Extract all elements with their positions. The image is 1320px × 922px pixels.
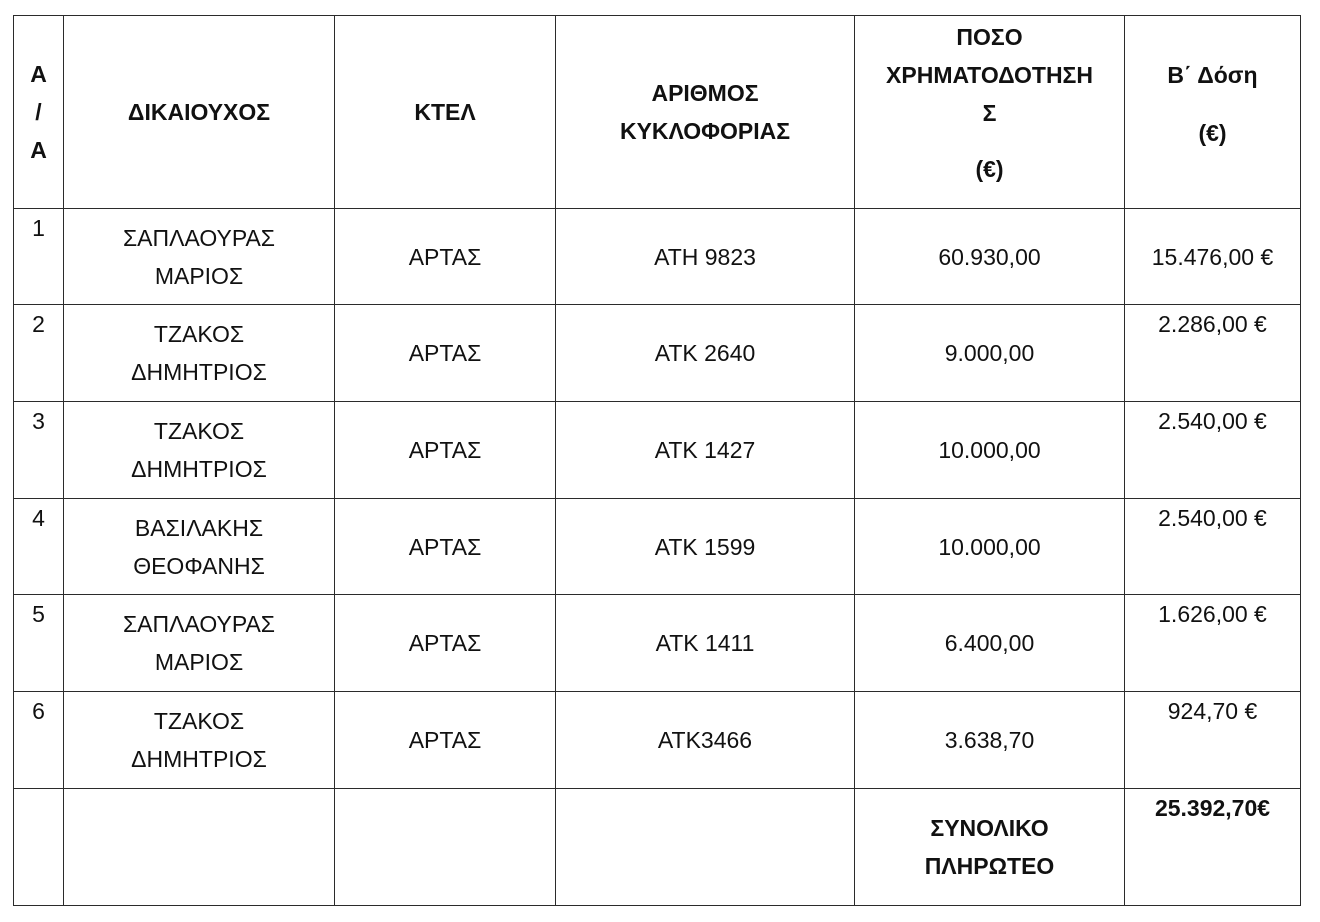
row-number: 5: [14, 595, 64, 692]
beneficiary-name: ΤΖΑΚΟΣ ΔΗΜΗΤΡΙΟΣ: [64, 305, 335, 402]
row-number: 2: [14, 305, 64, 402]
table-row: [14, 499, 1301, 595]
amount-cell: 10.000,00: [855, 402, 1125, 499]
row-number: 6: [14, 692, 64, 789]
table-row: [14, 595, 1301, 692]
ktel-cell: ΑΡΤΑΣ: [335, 402, 556, 499]
empty-cell: [14, 789, 64, 906]
ktel-cell: ΑΡΤΑΣ: [335, 209, 556, 305]
installment-cell: 2.286,00 €: [1125, 305, 1301, 402]
table-row: [14, 402, 1301, 499]
header-ktel: ΚΤΕΛ: [335, 16, 556, 209]
plate-cell: ΑΤΚ 1411: [556, 595, 855, 692]
row-number: 4: [14, 499, 64, 595]
beneficiary-name: ΤΖΑΚΟΣ ΔΗΜΗΤΡΙΟΣ: [64, 692, 335, 789]
amount-cell: 60.930,00: [855, 209, 1125, 305]
table-row: [14, 692, 1301, 789]
header-beneficiary: ΔΙΚΑΙΟΥΧΟΣ: [64, 16, 335, 209]
amount-cell: 10.000,00: [855, 499, 1125, 595]
header-installment: Β΄ Δόση (€): [1125, 16, 1301, 209]
empty-cell: [64, 789, 335, 906]
total-row: [14, 789, 1301, 906]
table-row: [14, 305, 1301, 402]
ktel-cell: ΑΡΤΑΣ: [335, 305, 556, 402]
plate-cell: ΑΤΚ3466: [556, 692, 855, 789]
installment-cell: 15.476,00 €: [1125, 209, 1301, 305]
row-number: 1: [14, 209, 64, 305]
header-amount: ΠΟΣΟ ΧΡΗΜΑΤΟΔΟΤΗΣΗ Σ (€): [855, 16, 1125, 209]
beneficiary-name: ΒΑΣΙΛΑΚΗΣ ΘΕΟΦΑΝΗΣ: [64, 499, 335, 595]
ktel-cell: ΑΡΤΑΣ: [335, 692, 556, 789]
row-number: 3: [14, 402, 64, 499]
plate-cell: ΑΤΚ 1599: [556, 499, 855, 595]
ktel-cell: ΑΡΤΑΣ: [335, 595, 556, 692]
beneficiary-name: ΣΑΠΛΑΟΥΡΑΣ ΜΑΡΙΟΣ: [64, 595, 335, 692]
amount-cell: 6.400,00: [855, 595, 1125, 692]
plate-cell: ΑΤΗ 9823: [556, 209, 855, 305]
header-plate: ΑΡΙΘΜΟΣ ΚΥΚΛΟΦΟΡΙΑΣ: [556, 16, 855, 209]
installment-cell: 924,70 €: [1125, 692, 1301, 789]
amount-cell: 3.638,70: [855, 692, 1125, 789]
beneficiaries-table: [13, 15, 1301, 906]
header-row: [14, 16, 1301, 209]
table-row: [14, 209, 1301, 305]
installment-cell: 2.540,00 €: [1125, 402, 1301, 499]
ktel-cell: ΑΡΤΑΣ: [335, 499, 556, 595]
beneficiary-name: ΣΑΠΛΑΟΥΡΑΣ ΜΑΡΙΟΣ: [64, 209, 335, 305]
installment-cell: 1.626,00 €: [1125, 595, 1301, 692]
empty-cell: [335, 789, 556, 906]
header-aa: Α / Α: [14, 16, 64, 209]
amount-cell: 9.000,00: [855, 305, 1125, 402]
plate-cell: ΑΤΚ 1427: [556, 402, 855, 499]
plate-cell: ΑΤΚ 2640: [556, 305, 855, 402]
total-label: ΣΥΝΟΛΙΚΟ ΠΛΗΡΩΤΕΟ: [855, 789, 1125, 906]
installment-cell: 2.540,00 €: [1125, 499, 1301, 595]
beneficiary-name: ΤΖΑΚΟΣ ΔΗΜΗΤΡΙΟΣ: [64, 402, 335, 499]
empty-cell: [556, 789, 855, 906]
total-value: 25.392,70€: [1125, 789, 1301, 906]
